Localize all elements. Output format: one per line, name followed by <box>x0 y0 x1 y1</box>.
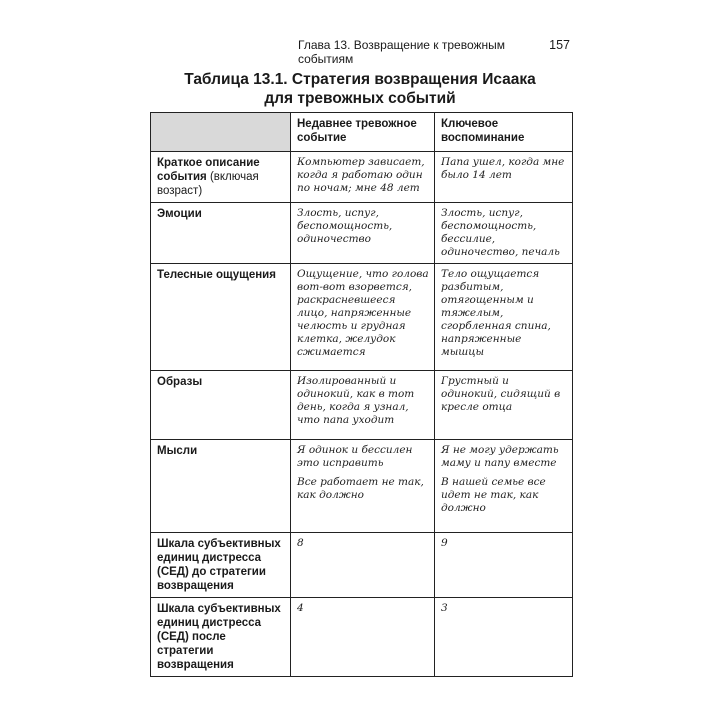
row-label <box>151 152 291 203</box>
chapter-title: Глава 13. Возвращение к тревожным событиям <box>298 38 506 66</box>
recent-event-cell <box>291 440 435 533</box>
table-header-row <box>151 113 573 152</box>
row-label-bold: Шкала субъективных единиц дистресса (СЕД) после стратегии возвращения <box>157 603 281 671</box>
key-memory-cell <box>435 440 573 533</box>
key-memory-cell <box>435 598 573 677</box>
key-memory-cell <box>435 203 573 264</box>
table-title-line-2: для тревожных событий <box>264 90 456 107</box>
key-memory-cell <box>435 533 573 598</box>
handwritten-entry: Все работает не так, как должно <box>297 476 424 501</box>
row-label <box>151 598 291 677</box>
table-row <box>151 533 573 598</box>
row-label <box>151 533 291 598</box>
row-label-bold: Образы <box>157 376 203 388</box>
handwritten-entry: Компьютер зависает, когда я работаю один по ночам; мне 48 лет <box>297 156 425 194</box>
handwritten-entry: Я не могу удержать маму и папу вместе <box>441 444 559 469</box>
handwritten-entry: 9 <box>441 537 448 549</box>
row-label <box>151 371 291 440</box>
key-memory-cell <box>435 371 573 440</box>
row-label-note: (включая возраст) <box>157 171 259 197</box>
page-number: 157 <box>549 38 570 52</box>
recent-event-cell <box>291 203 435 264</box>
table-title <box>150 70 570 108</box>
table-row <box>151 203 573 264</box>
handwritten-entry: Злость, испуг, беспомощность, бессилие, одиночество, печаль <box>441 207 560 258</box>
row-label <box>151 203 291 264</box>
table-row <box>151 264 573 371</box>
table-title-line-1: Таблица 13.1. Стратегия возвращения Исаака <box>184 71 536 88</box>
row-label-bold: Эмоции <box>157 208 202 220</box>
row-label-bold: Шкала субъективных единиц дистресса (СЕД) до стратегии возвращения <box>157 538 281 592</box>
key-memory-cell <box>435 264 573 371</box>
header-cell-recent-event: Недавнее тревожное событие <box>291 113 435 152</box>
header-cell-empty <box>151 113 291 152</box>
recent-event-cell <box>291 264 435 371</box>
handwritten-entry: В нашей семье все идет не так, как должно <box>441 476 546 514</box>
key-memory-cell <box>435 152 573 203</box>
row-label <box>151 440 291 533</box>
recent-event-cell <box>291 598 435 677</box>
header-cell-key-memory: Ключевое воспоминание <box>435 113 573 152</box>
handwritten-entry: Грустный и одинокий, сидящий в кресле отца <box>441 375 561 413</box>
table-row <box>151 371 573 440</box>
handwritten-entry: Ощущение, что голова вот-вот взорвется, раскрасневшееся лицо, напряженные челюсть и грудная клетка, желудок сжимается <box>297 268 429 358</box>
strategy-table <box>150 112 573 677</box>
recent-event-cell <box>291 533 435 598</box>
handwritten-entry: 8 <box>297 537 304 549</box>
table-row <box>151 152 573 203</box>
row-label-bold: Мысли <box>157 445 198 457</box>
running-header <box>298 38 570 66</box>
row-label <box>151 264 291 371</box>
recent-event-cell <box>291 371 435 440</box>
handwritten-entry: Папа ушел, когда мне было 14 лет <box>441 156 565 181</box>
row-label-bold: Краткое описание события <box>157 157 260 183</box>
handwritten-entry: Тело ощущается разбитым, отягощенным и тяжелым, сгорбленная спина, напряженные мышцы <box>441 268 551 358</box>
recent-event-cell <box>291 152 435 203</box>
handwritten-entry: Я одинок и бессилен это исправить <box>297 444 413 469</box>
handwritten-entry: Изолированный и одинокий, как в тот день, когда я узнал, что папа уходит <box>297 375 415 426</box>
handwritten-entry: 4 <box>297 602 304 614</box>
table-row <box>151 598 573 677</box>
table-row <box>151 440 573 533</box>
row-label-bold: Телесные ощущения <box>157 269 276 281</box>
handwritten-entry: Злость, испуг, беспомощность, одиночество <box>297 207 393 245</box>
handwritten-entry: 3 <box>441 602 448 614</box>
